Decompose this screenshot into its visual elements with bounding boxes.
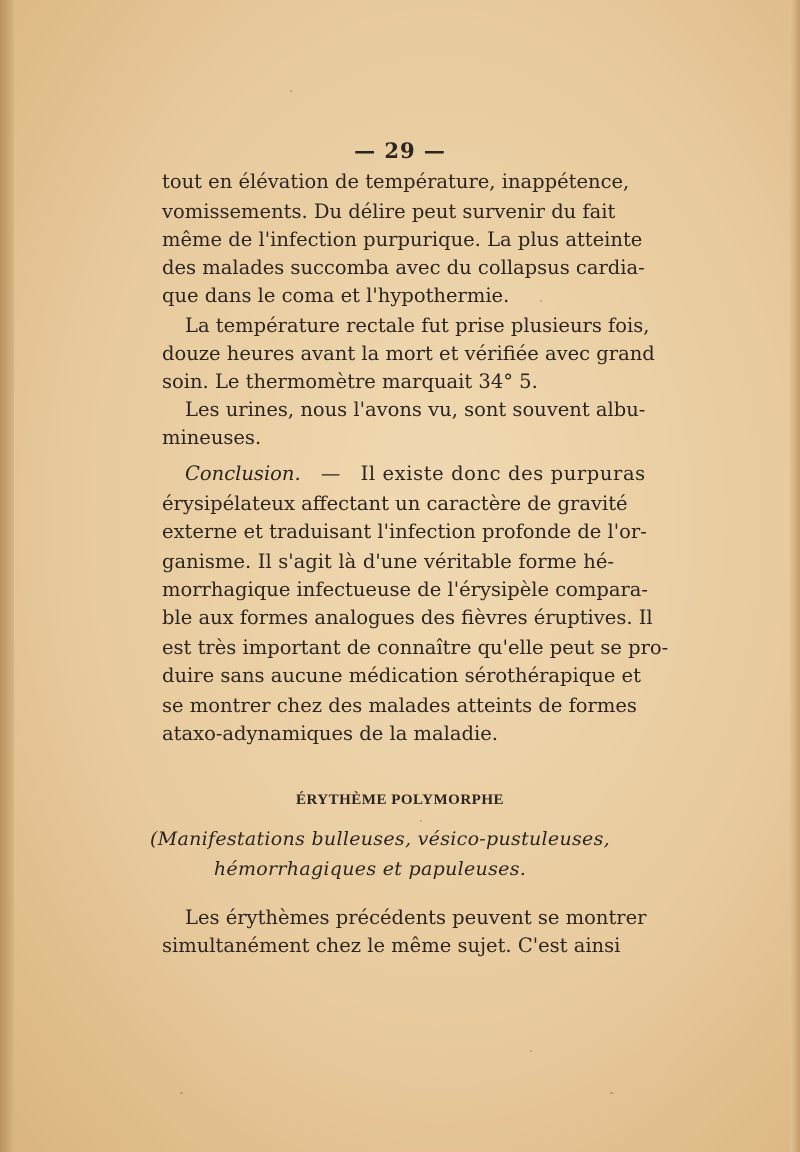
paper-speck <box>540 300 542 302</box>
text-line: Les érythèmes précédents peuvent se montrer <box>185 906 647 929</box>
text-line: La température rectale fut prise plusieurs fois, <box>185 314 650 337</box>
text-line: morrhagique infectueuse de l'érysipèle compara- <box>162 578 649 601</box>
text-line: vomissements. Du délire peut survenir du fait <box>162 200 616 223</box>
text-line: ataxo-adynamiques de la maladie. <box>162 722 498 745</box>
paper-speck <box>290 90 292 92</box>
page-edge-left <box>0 0 14 1152</box>
conclusion-dash: — <box>320 462 341 485</box>
text-line: simultanément chez le même sujet. C'est ainsi <box>162 934 621 957</box>
paper-speck <box>420 820 422 822</box>
text-line: ganisme. Il s'agit là d'une véritable forme hé- <box>162 550 614 573</box>
paper-speck <box>180 1092 183 1094</box>
text-line: douze heures avant la mort et vérifiée avec grand <box>162 342 655 365</box>
text-line: érysipélateux affectant un caractère de gravité <box>162 492 628 515</box>
page-edge-right <box>790 0 800 1152</box>
conclusion-first-line <box>185 462 646 485</box>
text-line: des malades succomba avec du collapsus cardia- <box>162 256 645 279</box>
paper-speck <box>530 1050 532 1052</box>
text-line: duire sans aucune médication sérothérapique et <box>162 664 641 687</box>
text-line: soin. Le thermomètre marquait 34° 5. <box>162 370 538 393</box>
conclusion-text: Il existe donc des purpuras <box>360 462 646 485</box>
text-line: Les urines, nous l'avons vu, sont souvent albu- <box>185 398 646 421</box>
section-subtitle: (Manifestations bulleuses, vésico-pustuleuses, <box>149 828 610 850</box>
paper-speck <box>610 1092 613 1094</box>
text-line: même de l'infection purpurique. La plus atteinte <box>162 228 643 251</box>
page-number: — 29 — <box>354 138 446 163</box>
text-line: se montrer chez des malades atteints de formes <box>162 694 637 717</box>
text-line: ble aux formes analogues des fièvres éruptives. Il <box>162 606 653 629</box>
conclusion-label: Conclusion. <box>185 462 301 485</box>
text-line: mineuses. <box>162 426 262 449</box>
text-line: externe et traduisant l'infection profonde de l'or- <box>162 520 647 543</box>
text-line: tout en élévation de température, inappétence, <box>162 170 630 193</box>
text-line: est très important de connaître qu'elle peut se pro- <box>162 636 669 659</box>
text-line: que dans le coma et l'hypothermie. <box>162 284 510 307</box>
section-heading: ÉRYTHÈME POLYMORPHE <box>295 792 504 808</box>
section-subtitle: hémorrhagiques et papuleuses. <box>213 858 527 880</box>
